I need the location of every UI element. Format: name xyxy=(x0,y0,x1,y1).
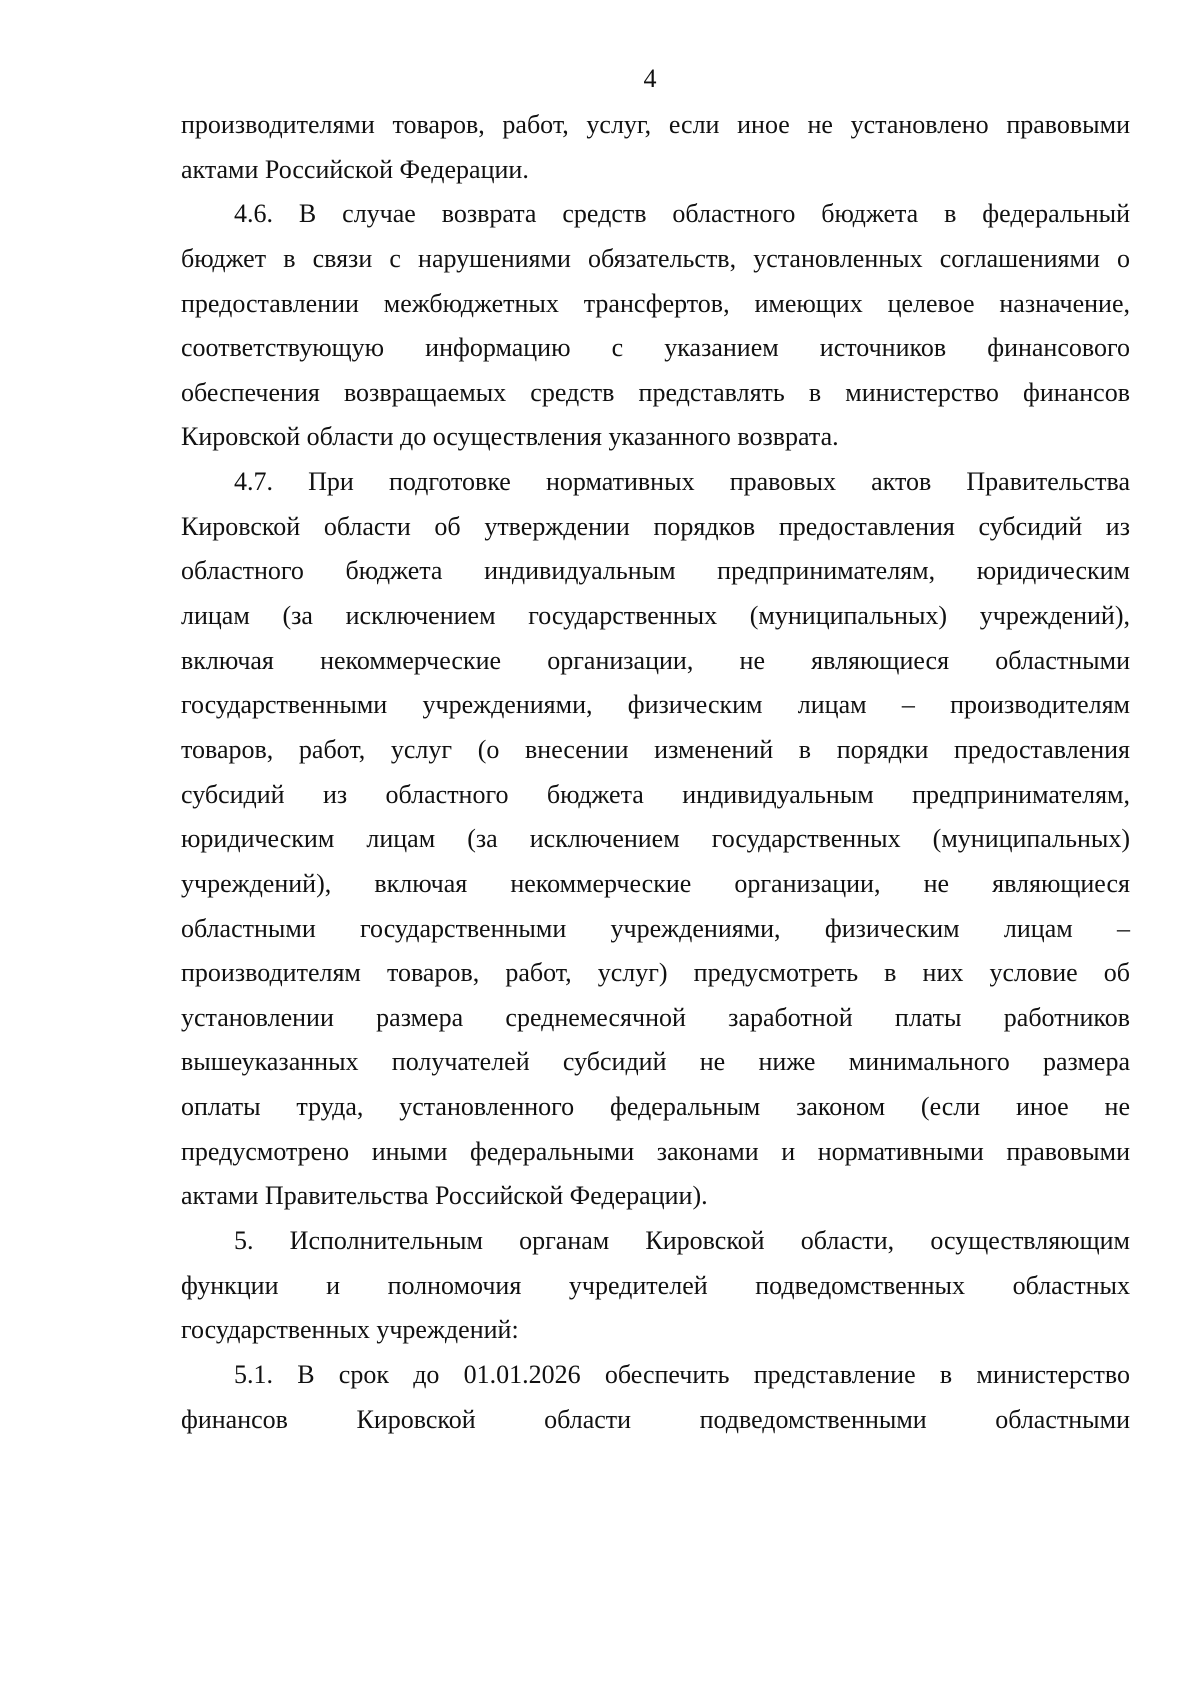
text-line: юридическим лицам (за исключением государственных (муниципальных) xyxy=(181,824,1130,854)
text-line: 5.1. В срок до 01.01.2026 обеспечить представление в министерство xyxy=(234,1359,1130,1389)
text-line: лицам (за исключением государственных (муниципальных) учреждений), xyxy=(181,601,1130,631)
text-line: учреждений), включая некоммерческие организации, не являющиеся xyxy=(181,868,1130,898)
page-number: 4 xyxy=(643,64,657,93)
text-line: областными государственными учреждениями, физическим лицам – xyxy=(181,913,1130,943)
text-line: товаров, работ, услуг (о внесении изменений в порядки предоставления xyxy=(181,734,1130,764)
text-line: установлении размера среднемесячной заработной платы работников xyxy=(181,1002,1130,1032)
text-line: вышеуказанных получателей субсидий не ниже минимального размера xyxy=(181,1047,1130,1077)
text-line: функции и полномочия учредителей подведомственных областных xyxy=(181,1270,1130,1300)
text-line: Кировской области об утверждении порядков предоставления субсидий из xyxy=(181,511,1130,541)
text-line: Кировской области до осуществления указанного возврата. xyxy=(181,422,839,452)
paragraph xyxy=(181,1353,1130,1442)
text-line: 4.6. В случае возврата средств областного бюджета в федеральный xyxy=(234,199,1130,229)
text-line: актами Правительства Российской Федерации). xyxy=(181,1181,708,1211)
document-body xyxy=(181,103,1130,1442)
text-line: предусмотрено иными федеральными законами и нормативными правовыми xyxy=(181,1136,1130,1166)
paragraph xyxy=(181,192,1130,460)
text-line: бюджет в связи с нарушениями обязательств, установленных соглашениями о xyxy=(181,243,1130,273)
paragraph xyxy=(181,460,1130,1219)
text-line: государственных учреждений: xyxy=(181,1315,519,1345)
text-line: оплаты труда, установленного федеральным законом (если иное не xyxy=(181,1092,1130,1122)
text-line: соответствующую информацию с указанием источников финансового xyxy=(181,333,1130,363)
text-line: областного бюджета индивидуальным предпринимателям, юридическим xyxy=(181,556,1130,586)
text-line: актами Российской Федерации. xyxy=(181,154,529,184)
text-line: государственными учреждениями, физическим лицам – производителям xyxy=(181,690,1130,720)
paragraph xyxy=(181,1219,1130,1353)
text-line: включая некоммерческие организации, не являющиеся областными xyxy=(181,645,1130,675)
text-line: финансов Кировской области подведомственными областными xyxy=(181,1404,1130,1434)
text-line: 5. Исполнительным органам Кировской области, осуществляющим xyxy=(234,1226,1130,1256)
text-line: производителями товаров, работ, услуг, если иное не установлено правовыми xyxy=(181,110,1130,139)
text-line: предоставлении межбюджетных трансфертов, имеющих целевое назначение, xyxy=(181,288,1130,318)
text-line: обеспечения возвращаемых средств представлять в министерство финансов xyxy=(181,377,1130,407)
text-line: производителям товаров, работ, услуг) предусмотреть в них условие об xyxy=(181,958,1130,988)
text-line: субсидий из областного бюджета индивидуальным предпринимателям, xyxy=(181,779,1130,809)
text-line: 4.7. При подготовке нормативных правовых актов Правительства xyxy=(234,467,1130,497)
paragraph xyxy=(181,103,1130,192)
